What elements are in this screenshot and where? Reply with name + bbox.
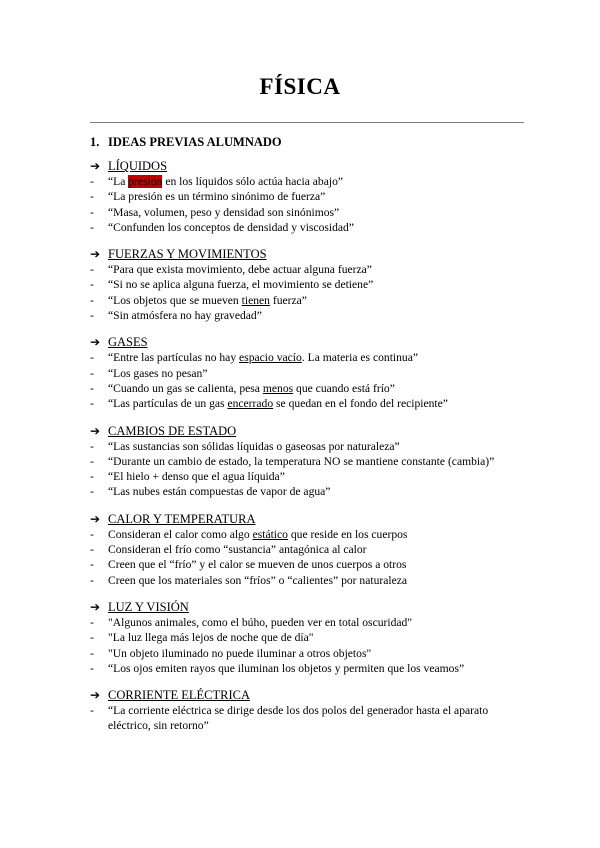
title-divider (90, 122, 524, 123)
list-dash: - (90, 558, 94, 572)
arrow-right-icon: ➔ (90, 159, 101, 173)
arrow-right-icon: ➔ (90, 247, 101, 262)
list-dash: - (90, 220, 94, 234)
item-text: “Entre las partículas no hay (108, 351, 240, 365)
list-dash: - (90, 527, 94, 541)
item-text: “Para que exista movimiento, debe actuar alguna fuerza” (108, 263, 372, 277)
list-item (90, 174, 530, 189)
list-item (90, 308, 530, 323)
item-text: se quedan en el fondo del recipiente” (273, 397, 448, 411)
list-item (90, 262, 530, 277)
topic-heading (90, 600, 530, 615)
list-item (90, 646, 530, 661)
topic-heading (90, 688, 530, 703)
arrow-right-icon: ➔ (90, 335, 101, 350)
list-item (90, 469, 530, 484)
item-text: . La materia es continua” (301, 351, 419, 365)
list-item (90, 366, 530, 381)
list-dash: - (90, 646, 94, 660)
item-text: “Masa, volumen, peso y densidad son sinónimos” (108, 205, 340, 219)
list-dash: - (90, 615, 94, 629)
list-item (90, 484, 530, 499)
topic-block (90, 688, 530, 734)
list-dash: - (90, 485, 94, 499)
list-dash: - (90, 309, 94, 323)
item-text: Consideran el calor como algo (108, 527, 253, 541)
arrow-right-icon: ➔ (90, 423, 101, 438)
highlighted-word: presión (128, 175, 163, 188)
list-item (90, 277, 530, 292)
list-dash: - (90, 661, 94, 675)
topic-title: LUZ Y VISIÓN (108, 599, 189, 614)
item-text: “Las nubes están compuestas de vapor de agua” (108, 485, 331, 499)
section-heading-text: IDEAS PREVIAS ALUMNADO (108, 135, 282, 149)
item-text: “Los objetos que se mueven (108, 293, 242, 307)
item-text: “Cuando un gas se calienta, pesa (108, 381, 263, 395)
item-text: “Las partículas de un gas (108, 397, 228, 411)
item-text: Consideran el frío como “sustancia” antagónica al calor (108, 543, 367, 557)
topic-heading (90, 512, 530, 527)
topic-block (90, 512, 530, 588)
section-number: 1. (90, 135, 100, 149)
item-text: que cuando está frío” (293, 381, 395, 395)
list-item (90, 661, 530, 676)
arrow-right-icon: ➔ (90, 599, 101, 614)
item-text: Creen que los materiales son “fríos” o “calientes” por naturaleza (108, 573, 408, 587)
item-text: “Durante un cambio de estado, la temperatura NO se mantiene constante (cambia)” (108, 454, 495, 468)
item-text: “Si no se aplica alguna fuerza, el movimiento se detiene” (108, 278, 374, 292)
list-item (90, 439, 530, 454)
list-dash: - (90, 351, 94, 365)
list-item (90, 220, 530, 235)
list-dash: - (90, 205, 94, 219)
list-item (90, 630, 530, 645)
item-text: “La presión es un término sinónimo de fuerza” (108, 190, 326, 204)
list-item (90, 189, 530, 204)
underlined-word: estático (252, 527, 288, 541)
list-item (90, 527, 530, 542)
list-dash: - (90, 454, 94, 468)
item-text: en los líquidos sólo actúa hacia abajo” (162, 175, 344, 188)
list-dash: - (90, 381, 94, 395)
topic-title: GASES (108, 335, 148, 350)
topic-heading (90, 424, 530, 439)
underlined-word: encerrado (227, 397, 274, 411)
item-text: que reside en los cuerpos (287, 527, 408, 541)
list-dash: - (90, 397, 94, 411)
topic-block (90, 335, 530, 411)
list-dash: - (90, 366, 94, 380)
list-dash: - (90, 439, 94, 453)
topic-title: CALOR Y TEMPERATURA (108, 511, 256, 526)
item-text: “Los ojos emiten rayos que iluminan los objetos y permiten que los veamos” (108, 661, 465, 675)
arrow-right-icon: ➔ (90, 511, 101, 526)
list-item (90, 293, 530, 308)
topic-title: CAMBIOS DE ESTADO (108, 423, 237, 438)
list-item (90, 350, 530, 365)
list-dash: - (90, 470, 94, 484)
list-dash: - (90, 543, 94, 557)
item-text: “Sin atmósfera no hay gravedad” (108, 309, 262, 323)
section-heading (90, 135, 282, 150)
topic-title: FUERZAS Y MOVIMIENTOS (108, 247, 267, 262)
list-dash: - (90, 190, 94, 204)
list-item (90, 396, 530, 411)
topic-heading (90, 159, 530, 174)
item-text: “Confunden los conceptos de densidad y viscosidad” (108, 220, 354, 234)
item-text: “Las sustancias son sólidas líquidas o gaseosas por naturaleza” (108, 439, 400, 453)
list-item (90, 205, 530, 220)
list-item (90, 542, 530, 557)
topic-block (90, 159, 530, 235)
topic-heading (90, 247, 530, 262)
list-item (90, 381, 530, 396)
topic-list (90, 159, 530, 746)
list-dash: - (90, 175, 94, 188)
item-text: Creen que el “frío” y el calor se mueven de unos cuerpos a otros (108, 558, 407, 572)
item-text: fuerza” (269, 293, 307, 307)
list-item (90, 573, 530, 588)
item-text: “Los gases no pesan” (108, 366, 208, 380)
list-dash: - (90, 704, 94, 718)
item-text: “El hielo + denso que el agua líquida” (108, 470, 285, 484)
topic-title: LÍQUIDOS (108, 159, 168, 173)
topic-block (90, 600, 530, 676)
page-title: FÍSICA (259, 74, 341, 99)
list-dash: - (90, 573, 94, 587)
list-dash: - (90, 278, 94, 292)
arrow-right-icon: ➔ (90, 688, 101, 703)
list-dash: - (90, 631, 94, 645)
topic-heading (90, 335, 530, 350)
item-text: "La luz llega más lejos de noche que de día" (108, 631, 314, 645)
list-item (90, 615, 530, 630)
topic-block (90, 247, 530, 323)
list-item (90, 703, 530, 734)
item-text: “La corriente eléctrica se dirige desde los dos polos del generador hasta el aparato eléctrico, sin retorno” (108, 704, 489, 733)
topic-title: CORRIENTE ELÉCTRICA (108, 688, 251, 703)
list-dash: - (90, 293, 94, 307)
underlined-word: menos (262, 381, 294, 395)
list-item (90, 557, 530, 572)
item-text: "Un objeto iluminado no puede iluminar a otros objetos" (108, 646, 372, 660)
underlined-word: tienen (241, 293, 270, 307)
topic-block (90, 424, 530, 500)
list-item (90, 454, 530, 469)
underlined-word: espacio vacío (239, 351, 302, 365)
item-text: "Algunos animales, como el búho, pueden ver en total oscuridad" (108, 615, 413, 629)
list-dash: - (90, 263, 94, 277)
item-text: “La (108, 175, 129, 188)
